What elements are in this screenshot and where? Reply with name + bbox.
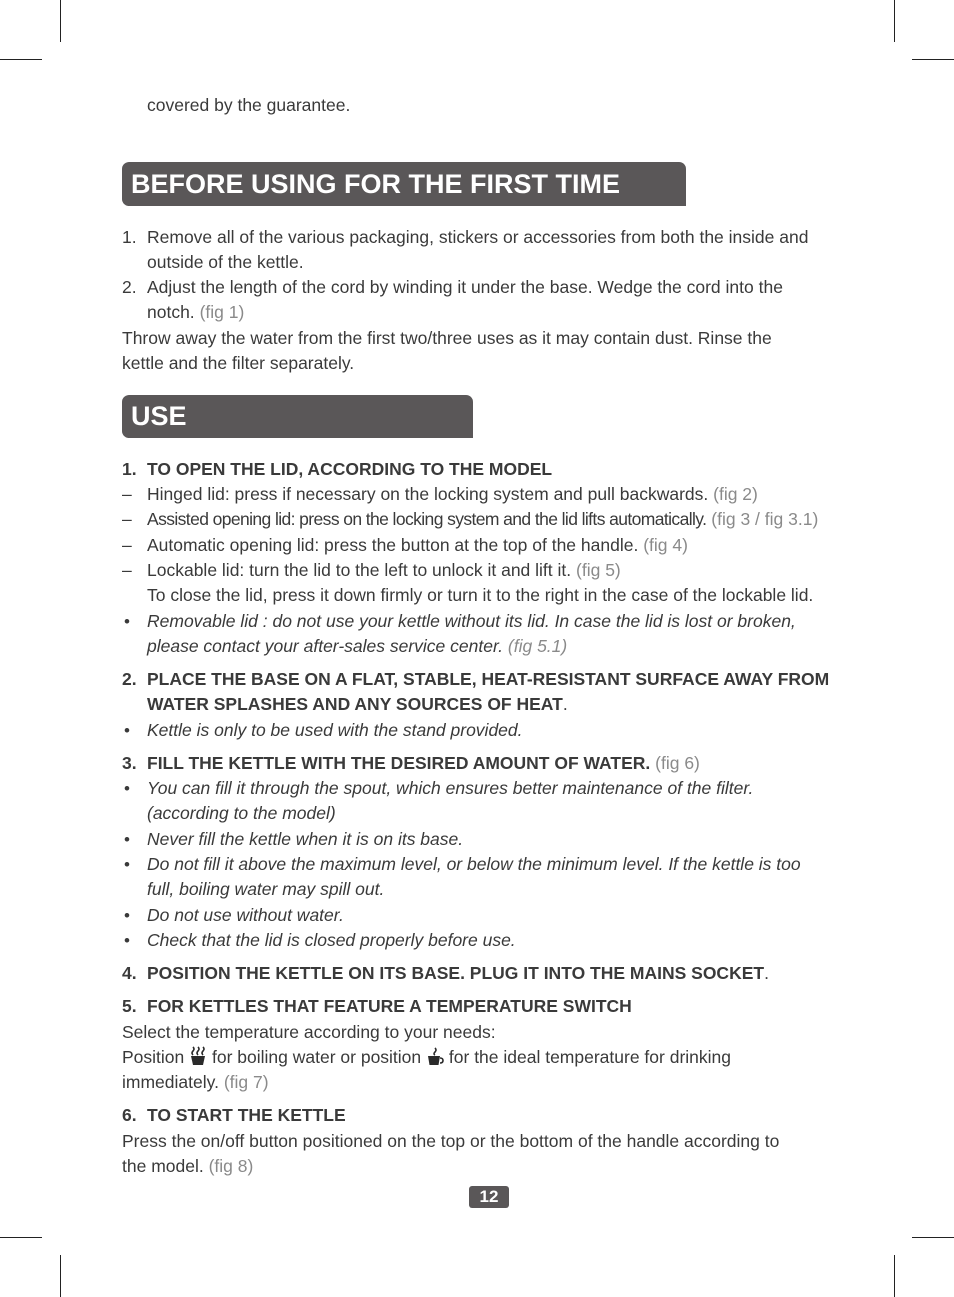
drinking-temperature-icon xyxy=(426,1046,444,1073)
close-lid-note: To close the lid, press it down firmly or turn it to the right in the case of the lockable lid. xyxy=(147,585,814,605)
step-heading: TO START THE KETTLE xyxy=(147,1105,346,1125)
crop-mark xyxy=(60,0,61,42)
step-heading: POSITION THE KETTLE ON ITS BASE. PLUG IT INTO THE MAINS SOCKET. xyxy=(147,963,769,983)
figure-reference: (fig 5) xyxy=(576,560,621,580)
figure-reference: (fig 2) xyxy=(713,484,758,504)
bullet-marker: • xyxy=(124,906,130,925)
paragraph: kettle and the filter separately. xyxy=(122,353,355,373)
step-heading: FILL THE KETTLE WITH THE DESIRED AMOUNT OF WATER. (fig 6) xyxy=(147,753,700,773)
dash-marker: – xyxy=(122,560,132,580)
crop-mark xyxy=(60,1255,61,1297)
paragraph: Press the on/off button positioned on the top or the bottom of the handle according to xyxy=(122,1131,780,1151)
bullet-item: Do not use without water. xyxy=(147,905,344,925)
list-item-text: Adjust the length of the cord by winding it under the base. Wedge the cord into the xyxy=(147,277,783,297)
section-header-use: USE xyxy=(122,395,473,438)
figure-reference: (fig 7) xyxy=(223,1072,269,1092)
list-number: 1. xyxy=(122,227,137,247)
figure-reference: (fig 6) xyxy=(655,753,700,773)
bullet-item: Kettle is only to be used with the stand provided. xyxy=(147,720,523,740)
step-number: 1. xyxy=(122,459,137,479)
bullet-marker: • xyxy=(124,931,130,950)
figure-reference: (fig 8) xyxy=(208,1156,254,1176)
paragraph: the model. (fig 8) xyxy=(122,1156,254,1176)
figure-reference: (fig 3 / fig 3.1) xyxy=(711,509,819,529)
bullet-item: Removable lid : do not use your kettle without its lid. In case the lid is lost or broken, xyxy=(147,611,796,631)
bullet-marker: • xyxy=(124,855,130,874)
bullet-item: please contact your after-sales service center. (fig 5.1) xyxy=(147,636,568,656)
bullet-item: Check that the lid is closed properly before use. xyxy=(147,930,516,950)
dash-item: Lockable lid: turn the lid to the left to unlock it and lift it. (fig 5) xyxy=(147,560,621,580)
page-number: 12 xyxy=(469,1186,509,1208)
bullet-marker: • xyxy=(124,612,130,631)
list-item-text: notch. (fig 1) xyxy=(147,302,245,322)
step-number: 4. xyxy=(122,963,137,983)
paragraph: Position for boiling water or position for the ideal temperature for drinking xyxy=(122,1045,731,1073)
step-heading: TO OPEN THE LID, ACCORDING TO THE MODEL xyxy=(147,459,553,479)
step-number: 6. xyxy=(122,1105,137,1125)
boiling-temperature-icon xyxy=(189,1046,207,1073)
bullet-marker: • xyxy=(124,830,130,849)
guarantee-continuation: covered by the guarantee. xyxy=(147,95,351,115)
crop-mark xyxy=(894,1255,895,1297)
bullet-marker: • xyxy=(124,721,130,740)
dash-marker: – xyxy=(122,535,132,555)
dash-marker: – xyxy=(122,484,132,504)
dash-item: Automatic opening lid: press the button at the top of the handle. (fig 4) xyxy=(147,535,688,555)
crop-mark xyxy=(912,1237,954,1238)
step-number: 2. xyxy=(122,669,137,689)
paragraph: Select the temperature according to your needs: xyxy=(122,1022,496,1042)
figure-reference: (fig 1) xyxy=(199,302,245,322)
crop-mark xyxy=(912,59,954,60)
step-number: 3. xyxy=(122,753,137,773)
bullet-item: You can fill it through the spout, which ensures better maintenance of the filter. xyxy=(147,778,754,798)
bullet-item: Never fill the kettle when it is on its base. xyxy=(147,829,464,849)
step-heading: WATER SPLASHES AND ANY SOURCES OF HEAT. xyxy=(147,694,568,714)
paragraph: Throw away the water from the first two/three uses as it may contain dust. Rinse the xyxy=(122,328,772,348)
dash-item: Assisted opening lid: press on the locking system and the lid lifts automatically. (fig 3 / fig 3.1) xyxy=(147,509,819,529)
section-header-before-first-use: BEFORE USING FOR THE FIRST TIME xyxy=(122,162,686,206)
crop-mark xyxy=(0,1237,42,1238)
figure-reference: (fig 5.1) xyxy=(507,636,568,656)
step-heading: FOR KETTLES THAT FEATURE A TEMPERATURE SWITCH xyxy=(147,996,632,1016)
dash-marker: – xyxy=(122,509,132,529)
step-number: 5. xyxy=(122,996,137,1016)
list-item-text: outside of the kettle. xyxy=(147,252,304,272)
bullet-marker: • xyxy=(124,779,130,798)
list-item-text: Remove all of the various packaging, stickers or accessories from both the inside and xyxy=(147,227,809,247)
figure-reference: (fig 4) xyxy=(643,535,688,555)
bullet-item: (according to the model) xyxy=(147,803,336,823)
dash-item: Hinged lid: press if necessary on the locking system and pull backwards. (fig 2) xyxy=(147,484,758,504)
step-heading: PLACE THE BASE ON A FLAT, STABLE, HEAT-RESISTANT SURFACE AWAY FROM xyxy=(147,669,830,689)
bullet-item: Do not fill it above the maximum level, or below the minimum level. If the kettle is too xyxy=(147,854,801,874)
crop-mark xyxy=(894,0,895,42)
bullet-item: full, boiling water may spill out. xyxy=(147,879,385,899)
crop-mark xyxy=(0,59,42,60)
list-number: 2. xyxy=(122,277,137,297)
paragraph: immediately. (fig 7) xyxy=(122,1072,269,1092)
